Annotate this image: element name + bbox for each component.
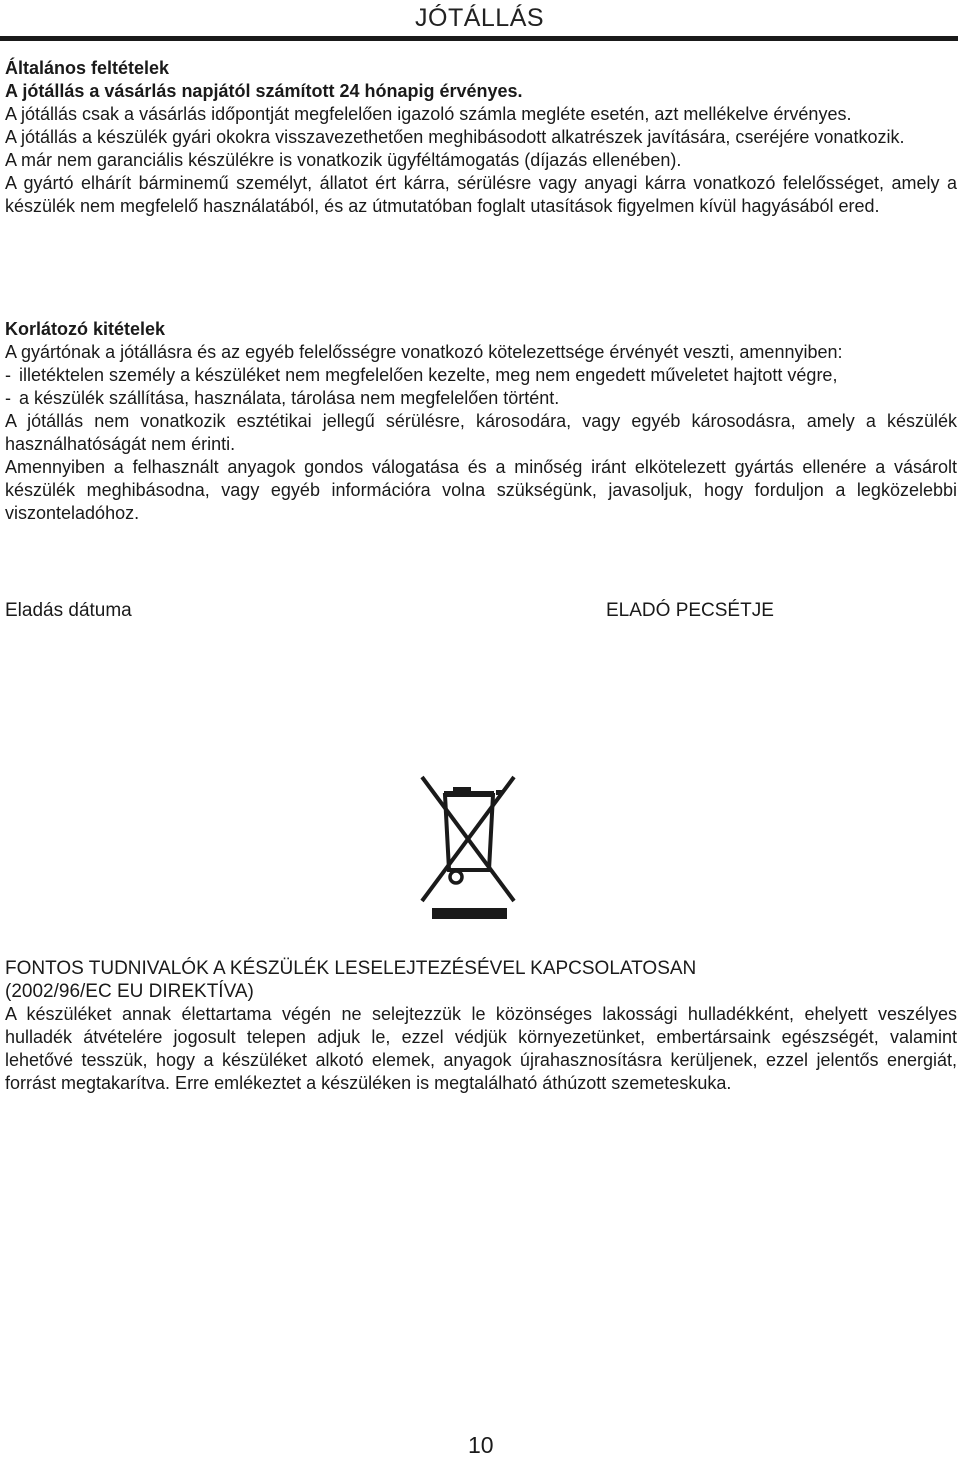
list-item-text: illetéktelen személy a készüléket nem megfelelően kezelte, meg nem engedett műveletet hajtott végre, (19, 365, 838, 385)
general-conditions-section (5, 57, 957, 218)
restrictions-paragraph-contact: Amennyiben a felhasznált anyagok gondos válogatása és a minőség iránt elkötelezett gyártás ellenére a vásárolt készülék meghibásodna, vagy egyéb információra volna szükségünk, javasoljuk, hogy forduljon a legközelebbi viszonteladóhoz. (5, 457, 957, 523)
general-paragraph-liability: A gyártó elhárít bárminemű személyt, állatot ért kárra, sérülésre vagy anyagi kárra vonatkozó felelősséget, amely a készülék nem megfelelő használatából, és az útmutatóban foglalt utasítások figyelmen kívül hagyásából ered. (5, 173, 957, 216)
restrictions-paragraph-aesthetic: A jótállás nem vonatkozik esztétikai jellegű sérülésre, károsodára, vagy egyéb károsodásra, amely a készülék használhatóságát nem érinti. (5, 411, 957, 454)
general-paragraph-support: A már nem garanciális készülékre is vonatkozik ügyféltámogatás (díjazás ellenében). (5, 150, 682, 170)
restrictions-heading: Korlátozó kitételek (5, 319, 166, 339)
weee-notice-title-line1: FONTOS TUDNIVALÓK A KÉSZÜLÉK LESELEJTEZÉSÉVEL KAPCSOLATOSAN (5, 958, 697, 979)
weee-notice-text: A készüléket annak élettartama végén ne selejtezzük le közönséges lakossági hulladékként, ehelyett veszélyes hulladék átvételére jogosult telepen adjuk le, ezzel védjük környezetünket, embertársaink egészségét, valamint lehetővé tesszük, hogy a készüléket alkotó elemek, anyagok újrahasznosításra kerüljenek, ezzel jelentős energiát, forrást megtakarítva. Erre emlékeztet a készüléken is megtalálható áthúzott szemeteskuka. (5, 1004, 957, 1093)
weee-notice-title-line2: (2002/96/EC EU DIREKTÍVA) (5, 981, 254, 1002)
general-paragraph-scope: A jótállás a készülék gyári okokra visszavezethetően meghibásodott alkatrészek javítására, cseréjére vonatkozik. (5, 127, 905, 147)
general-conditions-heading: Általános feltételek (5, 58, 170, 78)
general-paragraph-invoice: A jótállás csak a vásárlás időpontját megfelelően igazoló számla megléte esetén, azt mellékelve érvényes. (5, 104, 852, 124)
list-dash: - (5, 388, 11, 408)
list-dash: - (5, 365, 11, 385)
list-item (5, 364, 957, 387)
header-rule (0, 36, 958, 41)
page-title: JÓTÁLLÁS (415, 4, 545, 32)
weee-notice-title (5, 957, 696, 1003)
list-item-text: a készülék szállítása, használata, tárolása nem megfelelően történt. (19, 388, 560, 408)
sale-date-label: Eladás dátuma (5, 600, 132, 621)
validity-statement: A jótállás a vásárlás napjától számított 24 hónapig érvényes. (5, 81, 523, 101)
page-number: 10 (468, 1432, 494, 1458)
crossed-out-wheelie-bin-icon (418, 775, 518, 920)
restrictions-section (5, 318, 957, 525)
seller-stamp-label: ELADÓ PECSÉTJE (606, 600, 774, 621)
list-item (5, 387, 957, 410)
restrictions-intro: A gyártónak a jótállásra és az egyéb felelősségre vonatkozó kötelezettsége érvényét veszti, amennyiben: (5, 342, 843, 362)
